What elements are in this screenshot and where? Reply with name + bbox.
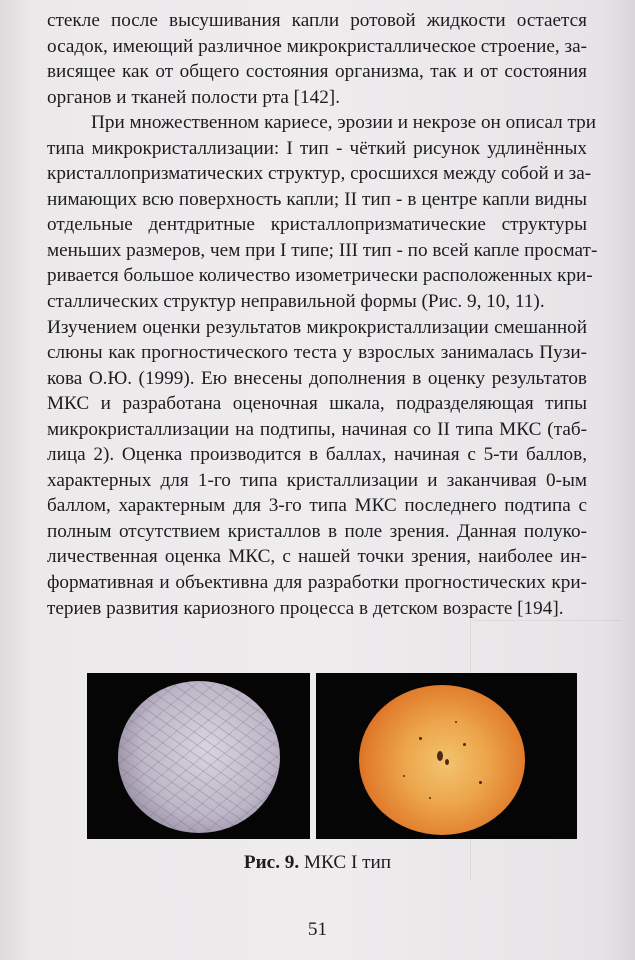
text-line: стекле после высушивания капли ротовой жидкости остается [47, 10, 587, 31]
text-line: органов и тканей полости рта [142]. [47, 86, 340, 108]
crystal-drop-image [118, 681, 280, 833]
text-line: При множественном кариесе, эрозии и некрозе он описал три [91, 112, 597, 134]
speck [455, 721, 457, 723]
speck [419, 737, 422, 740]
text-line: личественная оценка МКС, с нашей точки зрения, наиболее ин- [47, 546, 587, 568]
text-line: лица 2). Оценка производится в баллах, начиная с 5-ти баллов, [47, 444, 587, 466]
figure-title: МКС I тип [303, 852, 392, 873]
speck [437, 751, 443, 761]
page-number: 51 [307, 919, 328, 940]
text-line: формативная и объективна для разработки прогностических кри- [47, 572, 587, 594]
micrograph-left [87, 673, 310, 839]
speck [429, 797, 431, 799]
text-line: кристаллопризматических структур, сросшихся между собой и за- [47, 163, 592, 185]
speck [463, 743, 466, 746]
speck [403, 775, 405, 777]
text-line: териев развития кариозного процесса в детском возрасте [194]. [47, 597, 564, 619]
text-line: баллом, характерным для 3-го типа МКС последнего подтипа с [47, 495, 587, 517]
text-line: слюны как прогностического теста у взрослых занималась Пузи- [47, 342, 587, 364]
crystal-drop-image [359, 685, 525, 835]
text-line: типа микрокристаллизации: I тип - чёткий рисунок удлинённых [47, 137, 587, 159]
speck [445, 759, 449, 765]
speck [479, 781, 482, 784]
body-text [47, 8, 598, 621]
micrograph-right [316, 673, 577, 839]
text-line: сталлических структур неправильной формы (Рис. 9, 10, 11). [47, 291, 545, 313]
figure-caption [0, 851, 635, 875]
text-line: характерных для 1-го типа кристаллизации и заканчивая 0-ым [47, 469, 587, 491]
text-line: полным отсутствием кристаллов в поле зрения. Данная полуко- [47, 520, 587, 542]
figure-label: Рис. 9. [243, 852, 300, 873]
text-line: висящее как от общего состояния организма, так и от состояния [47, 61, 587, 83]
text-line: нимающих всю поверхность капли; II тип - в центре капли видны [47, 188, 587, 210]
text-line: МКС и разработана оценочная шкала, подразделяющая типы [47, 393, 587, 415]
text-line: кова О.Ю. (1999). Ею внесены дополнения в оценку результатов [47, 367, 587, 389]
text-line: Изучением оценки результатов микрокристаллизации смешанной [47, 316, 587, 338]
text-line: ривается большое количество изометрически расположенных кри- [47, 265, 593, 287]
text-line: меньших размеров, чем при I типе; III тип - по всей капле просмат- [47, 239, 598, 261]
text-line: отдельные дентдритные кристаллопризматические структуры [47, 214, 587, 236]
text-line: осадок, имеющий различное микрокристаллическое строение, за- [47, 35, 587, 57]
text-line: микрокристаллизации на подтипы, начиная со II типа МКС (таб- [47, 418, 587, 440]
